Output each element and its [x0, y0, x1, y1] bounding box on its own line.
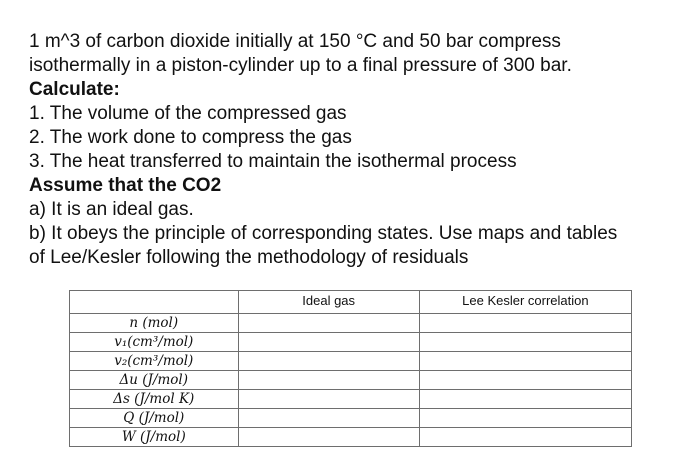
header-blank: [70, 291, 239, 314]
table-row: [70, 390, 632, 409]
cell-lk-n[interactable]: [419, 314, 631, 333]
assumption-heading: Assume that the CO2: [29, 175, 222, 196]
table-row: [70, 409, 632, 428]
problem-line-2: isothermally in a piston-cylinder up to a final pressure of 300 bar.: [29, 55, 572, 76]
row-label-n: n (mol): [70, 314, 239, 333]
cell-lk-du[interactable]: [419, 371, 631, 390]
table-row: [70, 428, 632, 447]
cell-ideal-q[interactable]: [238, 409, 419, 428]
cell-ideal-v1[interactable]: [238, 333, 419, 352]
table-row: [70, 333, 632, 352]
task-2: 2. The work done to compress the gas: [29, 127, 352, 148]
row-label-w: W (J/mol): [70, 428, 239, 447]
cell-ideal-w[interactable]: [238, 428, 419, 447]
cell-lk-v1[interactable]: [419, 333, 631, 352]
row-label-du: Δu (J/mol): [70, 371, 239, 390]
task-1: 1. The volume of the compressed gas: [29, 103, 347, 124]
row-label-v2: v₂(cm³/mol): [70, 352, 239, 371]
task-3: 3. The heat transferred to maintain the isothermal process: [29, 151, 517, 172]
cell-lk-ds[interactable]: [419, 390, 631, 409]
table-header-row: [70, 291, 632, 314]
assumption-a: a) It is an ideal gas.: [29, 199, 194, 220]
header-ideal-gas: Ideal gas: [238, 291, 419, 314]
calculate-heading: Calculate:: [29, 79, 120, 100]
table-row: [70, 314, 632, 333]
problem-line-1: 1 m^3 of carbon dioxide initially at 150 °C and 50 bar compress: [29, 31, 561, 52]
row-label-ds: Δs (J/mol K): [70, 390, 239, 409]
cell-lk-v2[interactable]: [419, 352, 631, 371]
assumption-b-line-1: b) It obeys the principle of corresponding states. Use maps and tables: [29, 223, 618, 244]
cell-lk-w[interactable]: [419, 428, 631, 447]
results-table: [69, 290, 632, 447]
table-row: [70, 371, 632, 390]
assumption-b-line-2: of Lee/Kesler following the methodology of residuals: [29, 247, 469, 268]
cell-ideal-n[interactable]: [238, 314, 419, 333]
row-label-q: Q (J/mol): [70, 409, 239, 428]
results-table-container: [69, 290, 632, 447]
header-lee-kesler: Lee Kesler correlation: [419, 291, 631, 314]
cell-lk-q[interactable]: [419, 409, 631, 428]
table-row: [70, 352, 632, 371]
cell-ideal-ds[interactable]: [238, 390, 419, 409]
cell-ideal-du[interactable]: [238, 371, 419, 390]
row-label-v1: v₁(cm³/mol): [70, 333, 239, 352]
problem-statement: [29, 30, 694, 270]
cell-ideal-v2[interactable]: [238, 352, 419, 371]
